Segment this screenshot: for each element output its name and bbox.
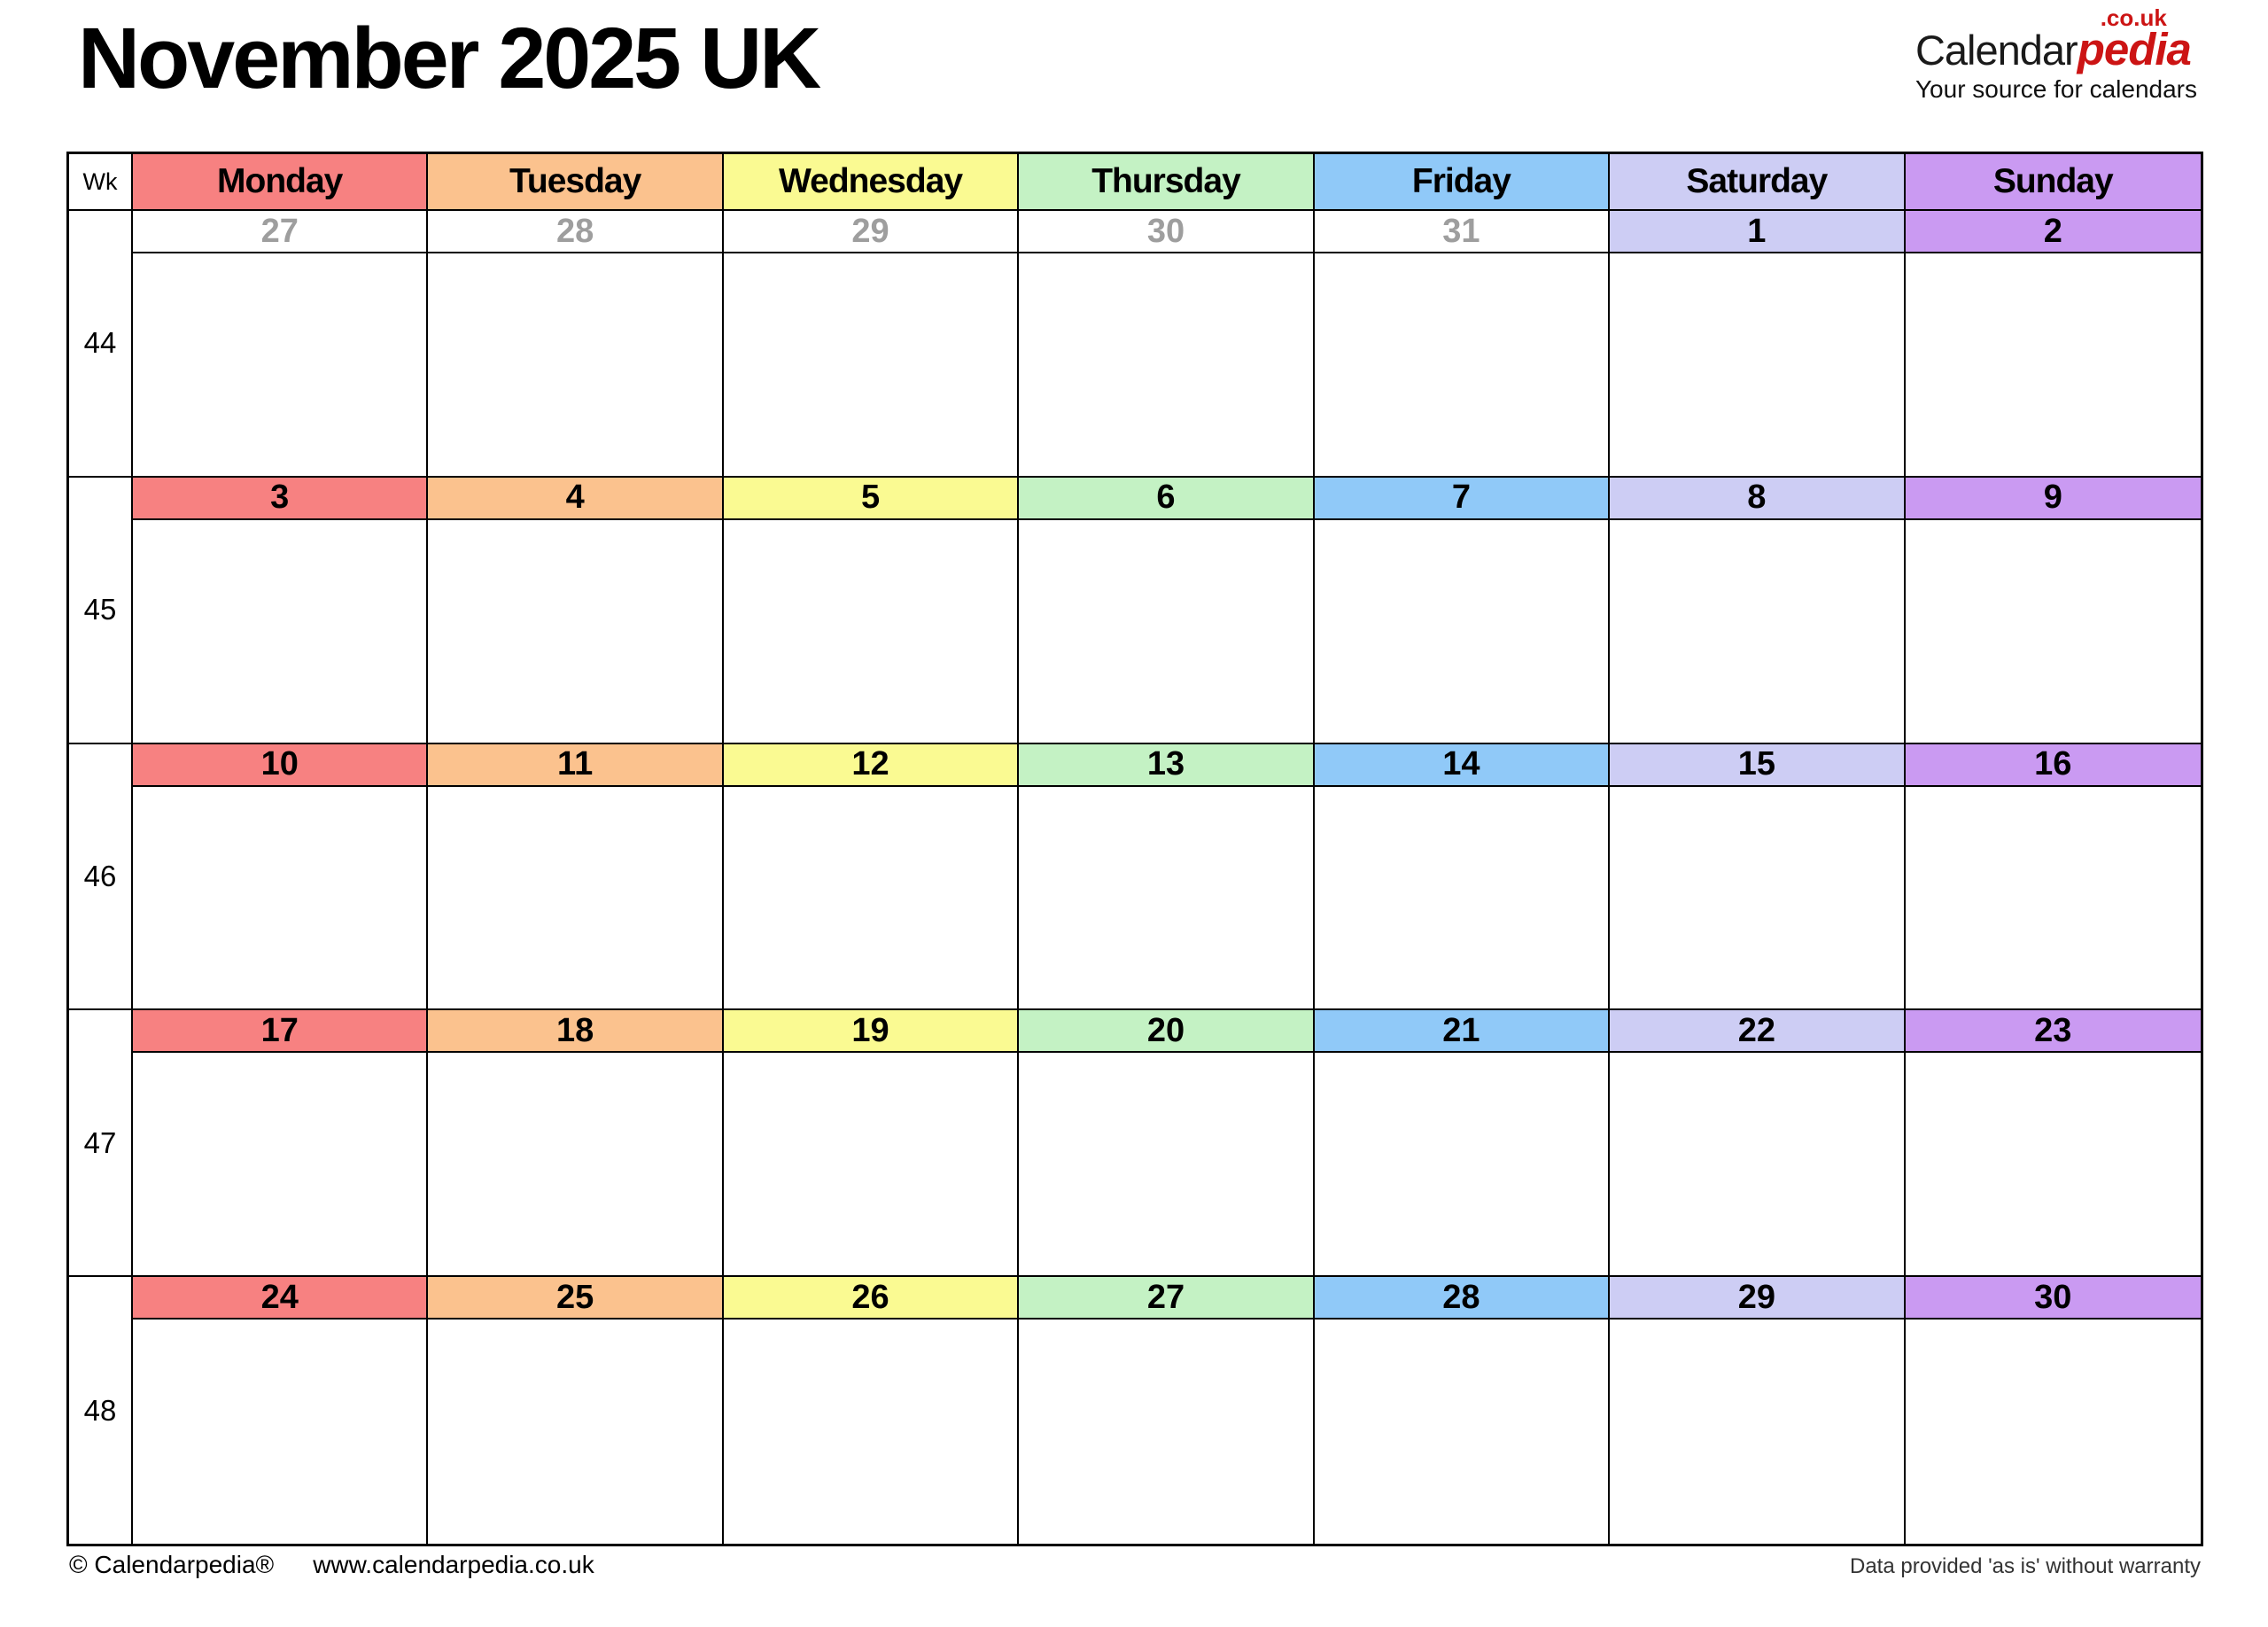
- weekday-header-saturday: Saturday: [1610, 154, 1905, 211]
- notes-area: [1906, 520, 2201, 743]
- day-cell: [724, 744, 1019, 1011]
- notes-area: [133, 787, 426, 1009]
- notes-area: [724, 253, 1017, 476]
- notes-area: [1019, 1053, 1312, 1275]
- week-column-header: Wk: [69, 154, 133, 211]
- day-cell: [1315, 1277, 1610, 1544]
- date-number: 27: [1019, 1277, 1312, 1320]
- day-cell: [1610, 744, 1905, 1011]
- notes-area: [1315, 787, 1608, 1009]
- day-cell: [133, 211, 428, 478]
- day-cell: [724, 1277, 1019, 1544]
- day-cell: [1315, 211, 1610, 478]
- day-cell: [1906, 1010, 2201, 1277]
- notes-area: [724, 1320, 1017, 1544]
- footer-copyright: [69, 1551, 594, 1579]
- notes-area: [1610, 787, 1903, 1009]
- date-number: 3: [133, 478, 426, 520]
- date-number: 24: [133, 1277, 426, 1320]
- day-cell: [1019, 1010, 1314, 1277]
- notes-area: [428, 1053, 721, 1275]
- date-number: 10: [133, 744, 426, 787]
- logo-wordmark: [1915, 4, 2197, 74]
- day-cell: [1906, 478, 2201, 744]
- notes-area: [1610, 520, 1903, 743]
- date-number: 7: [1315, 478, 1608, 520]
- week-number: 47: [69, 1010, 133, 1277]
- date-number: 23: [1906, 1010, 2201, 1053]
- date-number: 14: [1315, 744, 1608, 787]
- page-title: November 2025 UK: [78, 10, 819, 106]
- week-number: 45: [69, 478, 133, 744]
- logo-text-couk: .co.uk: [2100, 4, 2167, 31]
- date-number: 1: [1610, 211, 1903, 253]
- day-cell: [428, 1010, 723, 1277]
- date-number: 2: [1906, 211, 2201, 253]
- day-cell: [428, 1277, 723, 1544]
- date-number: 25: [428, 1277, 721, 1320]
- date-number: 11: [428, 744, 721, 787]
- website-url: www.calendarpedia.co.uk: [313, 1551, 594, 1578]
- notes-area: [1019, 1320, 1312, 1544]
- date-number: 19: [724, 1010, 1017, 1053]
- weekday-header-monday: Monday: [133, 154, 428, 211]
- logo-pedia-wrap: [2077, 4, 2191, 74]
- day-cell: [1906, 744, 2201, 1011]
- notes-area: [428, 520, 721, 743]
- date-number: 15: [1610, 744, 1903, 787]
- notes-area: [1315, 1053, 1608, 1275]
- notes-area: [1610, 1320, 1903, 1544]
- day-cell: [1906, 1277, 2201, 1544]
- day-cell: [1019, 744, 1314, 1011]
- date-number: 27: [133, 211, 426, 253]
- date-number: 29: [724, 211, 1017, 253]
- notes-area: [428, 253, 721, 476]
- day-cell: [724, 211, 1019, 478]
- day-cell: [428, 478, 723, 744]
- date-number: 28: [428, 211, 721, 253]
- logo-text-pedia: pedia: [2077, 24, 2191, 74]
- day-cell: [724, 1010, 1019, 1277]
- notes-area: [1019, 787, 1312, 1009]
- day-cell: [133, 744, 428, 1011]
- calendar-grid: [66, 152, 2203, 1546]
- day-cell: [1610, 211, 1905, 478]
- notes-area: [1019, 253, 1312, 476]
- notes-area: [1315, 1320, 1608, 1544]
- notes-area: [1906, 253, 2201, 476]
- day-cell: [133, 1277, 428, 1544]
- calendarpedia-logo: [1915, 4, 2197, 103]
- notes-area: [724, 1053, 1017, 1275]
- day-cell: [724, 478, 1019, 744]
- date-number: 29: [1610, 1277, 1903, 1320]
- date-number: 8: [1610, 478, 1903, 520]
- day-cell: [1315, 744, 1610, 1011]
- notes-area: [1906, 1053, 2201, 1275]
- week-number: 46: [69, 744, 133, 1011]
- notes-area: [1315, 253, 1608, 476]
- date-number: 20: [1019, 1010, 1312, 1053]
- weekday-header-tuesday: Tuesday: [428, 154, 723, 211]
- logo-tagline: Your source for calendars: [1915, 75, 2197, 103]
- notes-area: [428, 787, 721, 1009]
- logo-text-calendar: Calendar: [1915, 27, 2078, 74]
- date-number: 21: [1315, 1010, 1608, 1053]
- weekday-header-thursday: Thursday: [1019, 154, 1314, 211]
- day-cell: [133, 1010, 428, 1277]
- notes-area: [1906, 787, 2201, 1009]
- day-cell: [428, 211, 723, 478]
- date-number: 31: [1315, 211, 1608, 253]
- week-number: 44: [69, 211, 133, 478]
- notes-area: [1906, 1320, 2201, 1544]
- day-cell: [1610, 1010, 1905, 1277]
- date-number: 16: [1906, 744, 2201, 787]
- day-cell: [1019, 1277, 1314, 1544]
- notes-area: [133, 1053, 426, 1275]
- notes-area: [428, 1320, 721, 1544]
- date-number: 5: [724, 478, 1017, 520]
- day-cell: [428, 744, 723, 1011]
- notes-area: [724, 787, 1017, 1009]
- date-number: 22: [1610, 1010, 1903, 1053]
- day-cell: [1019, 478, 1314, 744]
- date-number: 30: [1906, 1277, 2201, 1320]
- date-number: 28: [1315, 1277, 1608, 1320]
- weekday-header-wednesday: Wednesday: [724, 154, 1019, 211]
- day-cell: [1610, 478, 1905, 744]
- weekday-header-friday: Friday: [1315, 154, 1610, 211]
- date-number: 18: [428, 1010, 721, 1053]
- date-number: 9: [1906, 478, 2201, 520]
- day-cell: [1610, 1277, 1905, 1544]
- date-number: 13: [1019, 744, 1312, 787]
- day-cell: [1315, 478, 1610, 744]
- day-cell: [1906, 211, 2201, 478]
- date-number: 30: [1019, 211, 1312, 253]
- date-number: 6: [1019, 478, 1312, 520]
- weekday-header-sunday: Sunday: [1906, 154, 2201, 211]
- week-number: 48: [69, 1277, 133, 1544]
- date-number: 4: [428, 478, 721, 520]
- notes-area: [133, 520, 426, 743]
- day-cell: [133, 478, 428, 744]
- footer-disclaimer: Data provided 'as is' without warranty: [1849, 1554, 2201, 1578]
- notes-area: [133, 253, 426, 476]
- notes-area: [1610, 1053, 1903, 1275]
- notes-area: [724, 520, 1017, 743]
- day-cell: [1019, 211, 1314, 478]
- date-number: 26: [724, 1277, 1017, 1320]
- date-number: 12: [724, 744, 1017, 787]
- date-number: 17: [133, 1010, 426, 1053]
- copyright-text: © Calendarpedia®: [69, 1551, 275, 1578]
- day-cell: [1315, 1010, 1610, 1277]
- notes-area: [1610, 253, 1903, 476]
- notes-area: [1315, 520, 1608, 743]
- notes-area: [133, 1320, 426, 1544]
- notes-area: [1019, 520, 1312, 743]
